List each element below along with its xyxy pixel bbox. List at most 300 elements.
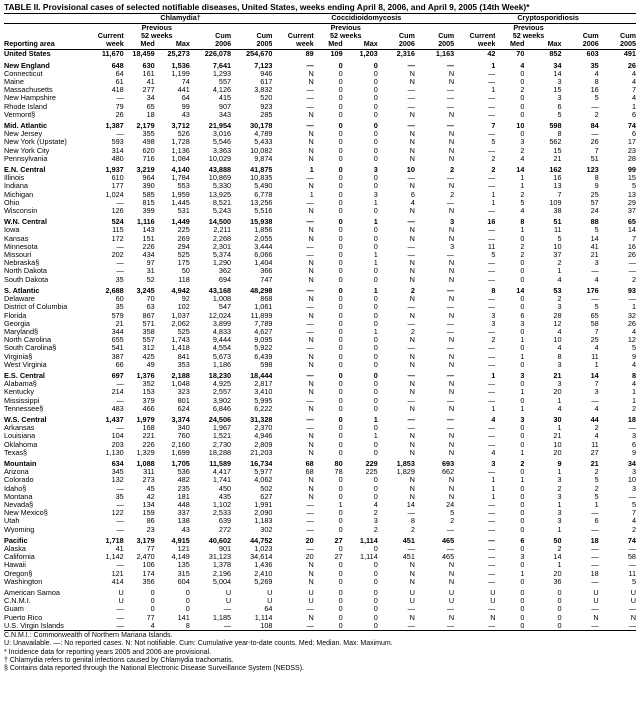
value-cell: 16: [627, 242, 636, 251]
value-cell: 11: [628, 569, 636, 578]
table-row: [4, 267, 636, 275]
value-cell: 20: [305, 535, 314, 545]
value-cell: N: [308, 226, 314, 235]
table-title: TABLE II. Provisional cases of selected notifiable diseases, United States, weeks ending April 8, 2006, and April 9, 2005 (14th Week)*: [4, 2, 530, 12]
value-cell: N: [409, 154, 415, 163]
value-cell: 1,114: [254, 613, 273, 622]
col-cum-label: Cum: [215, 32, 232, 41]
value-cell: 5: [594, 226, 599, 235]
value-cell: 34,614: [250, 553, 273, 562]
value-cell: N: [308, 275, 314, 284]
table-row: [4, 405, 636, 413]
value-cell: N: [448, 234, 455, 243]
value-cell: 23: [627, 146, 636, 155]
value-cell: 1,856: [254, 226, 273, 235]
value-cell: —: [116, 613, 124, 622]
value-cell: 2,211: [213, 226, 232, 235]
value-cell: 30: [553, 414, 562, 424]
value-cell: 491: [623, 49, 636, 59]
value-cell: N: [490, 613, 496, 622]
value-cell: 3,832: [254, 86, 273, 95]
value-cell: —: [488, 561, 496, 570]
value-cell: —: [488, 78, 496, 87]
value-cell: 4,925: [212, 380, 232, 389]
value-cell: 102: [177, 303, 190, 312]
value-cell: N: [409, 448, 415, 457]
value-cell: 1,199: [171, 69, 190, 78]
value-cell: —: [306, 396, 314, 405]
reporting-area-cell: Nevada§: [4, 500, 34, 509]
value-cell: N: [409, 259, 415, 268]
value-cell: 0: [520, 303, 525, 312]
value-cell: U: [118, 588, 124, 597]
value-cell: 7: [594, 146, 599, 155]
value-cell: 14: [590, 370, 599, 380]
table-row: [4, 605, 636, 613]
table-row: [4, 86, 636, 94]
value-cell: N: [448, 380, 455, 389]
value-cell: —: [488, 207, 496, 216]
value-cell: 1: [520, 448, 525, 457]
value-cell: 4,140: [171, 165, 190, 175]
value-cell: 45: [146, 484, 155, 493]
value-cell: 7: [491, 121, 496, 131]
value-cell: 1,084: [171, 154, 190, 163]
value-cell: 323: [177, 388, 190, 397]
value-cell: 2,410: [254, 569, 273, 578]
value-cell: 168: [142, 424, 155, 433]
value-cell: N: [630, 613, 636, 622]
value-cell: 0: [338, 242, 343, 251]
value-cell: 16: [487, 217, 496, 227]
table-row: [4, 534, 636, 545]
value-cell: U: [630, 597, 636, 606]
value-cell: 4,789: [254, 130, 273, 139]
table-row: [4, 493, 636, 501]
value-cell: 0: [338, 121, 343, 131]
value-cell: —: [306, 121, 314, 131]
col-cum-label: Cum: [582, 32, 599, 41]
value-cell: 1: [557, 500, 562, 509]
value-cell: 8: [557, 352, 562, 361]
value-cell: —: [407, 86, 415, 95]
value-cell: N: [308, 130, 314, 139]
value-cell: 2,179: [136, 121, 155, 131]
value-cell: —: [446, 251, 455, 260]
footnote: U: Unavailable. —: No reported cases. N: Not notifiable. Cum: Cumulative year-to-date counts. Med: Median. Max: Maximum.: [4, 640, 393, 648]
col-cum-label: Cum: [438, 32, 455, 41]
table-row: [4, 155, 636, 163]
value-cell: —: [628, 295, 636, 304]
col-reporting-area: Reporting area: [4, 40, 89, 50]
value-cell: 1: [557, 468, 562, 477]
value-cell: 61: [115, 78, 124, 87]
value-cell: 9: [631, 352, 636, 361]
value-cell: N: [308, 352, 314, 361]
value-cell: 3: [520, 319, 525, 328]
value-cell: U: [118, 597, 124, 606]
value-cell: —: [488, 535, 496, 545]
value-cell: 4,149: [171, 553, 190, 562]
value-cell: 1: [373, 198, 378, 207]
value-cell: 123: [586, 165, 599, 175]
value-cell: 6,439: [254, 352, 273, 361]
col-2006: 2006: [378, 40, 415, 50]
table-row: [4, 353, 636, 361]
value-cell: 5: [631, 182, 636, 191]
value-cell: —: [446, 303, 455, 312]
value-cell: 1,102: [212, 500, 232, 509]
value-cell: N: [308, 138, 314, 147]
value-cell: 3,245: [136, 285, 155, 295]
value-cell: N: [448, 259, 455, 268]
value-cell: 1: [557, 424, 562, 433]
value-cell: N: [308, 182, 314, 191]
value-cell: 0: [520, 327, 525, 336]
group-header-chlamydia: Chlamydia†: [89, 14, 273, 24]
value-cell: —: [488, 440, 496, 449]
value-cell: 1: [491, 370, 496, 380]
value-cell: 64: [181, 94, 190, 103]
value-cell: —: [591, 561, 599, 570]
value-cell: 1,445: [171, 198, 190, 207]
value-cell: 418: [111, 86, 124, 95]
col-cum-label: Cum: [398, 32, 415, 41]
value-cell: 181: [177, 492, 190, 501]
reporting-area-cell: New England: [4, 60, 50, 70]
value-cell: 121: [111, 569, 124, 578]
value-cell: 0: [557, 613, 562, 622]
value-cell: 0: [520, 613, 525, 622]
value-cell: N: [409, 561, 415, 570]
value-cell: N: [448, 448, 455, 457]
table-row: [4, 111, 636, 119]
value-cell: N: [409, 484, 415, 493]
value-cell: 448: [177, 500, 190, 509]
value-cell: N: [308, 110, 314, 119]
value-cell: 16,734: [250, 458, 273, 468]
value-cell: 557: [218, 78, 232, 87]
value-cell: 603: [586, 49, 599, 59]
value-cell: 225: [365, 468, 378, 477]
value-cell: 34: [627, 458, 636, 468]
value-cell: 159: [142, 509, 155, 518]
value-cell: 1: [631, 303, 636, 312]
value-cell: 0: [338, 110, 343, 119]
value-cell: 0: [557, 621, 562, 630]
value-cell: —: [116, 380, 124, 389]
value-cell: —: [591, 130, 599, 139]
value-cell: 0: [373, 121, 378, 131]
value-cell: —: [407, 174, 415, 183]
table-row: [4, 424, 636, 432]
value-cell: 5: [557, 110, 562, 119]
value-cell: 867: [142, 311, 155, 320]
value-cell: —: [591, 621, 599, 630]
col-max: Max: [343, 40, 378, 50]
reporting-area-cell: E.S. Central: [4, 370, 45, 380]
value-cell: 0: [373, 207, 378, 216]
value-cell: 58: [590, 319, 599, 328]
table-row: [4, 380, 636, 388]
value-cell: 311: [143, 468, 155, 477]
reporting-area-cell: W.N. Central: [4, 217, 47, 227]
value-cell: 132: [111, 476, 124, 485]
value-cell: —: [306, 517, 314, 526]
reporting-area-cell: Virginia§: [4, 352, 33, 361]
value-cell: 58: [627, 553, 636, 562]
value-cell: N: [409, 295, 415, 304]
value-cell: 2,062: [171, 319, 190, 328]
value-cell: 620: [142, 146, 155, 155]
table-row: [4, 174, 636, 182]
reporting-area-cell: Arkansas: [4, 424, 35, 433]
value-cell: 2,817: [254, 380, 273, 389]
value-cell: 2,090: [254, 509, 273, 518]
value-cell: 0: [338, 370, 343, 380]
value-cell: 4: [373, 500, 378, 509]
value-cell: 2: [450, 517, 455, 526]
value-cell: 302: [260, 525, 273, 534]
value-cell: N: [409, 577, 415, 586]
value-cell: 1: [373, 327, 378, 336]
table-row: [4, 361, 636, 369]
value-cell: 0: [373, 476, 378, 485]
reporting-area-cell: California: [4, 553, 35, 562]
value-cell: 3: [520, 414, 525, 424]
value-cell: N: [409, 69, 415, 78]
value-cell: 7,123: [254, 60, 273, 70]
col-2005: 2005: [415, 40, 454, 50]
value-cell: N: [308, 492, 314, 501]
reporting-area-cell: Tennessee§: [4, 404, 44, 413]
value-cell: 6: [631, 130, 636, 139]
value-cell: 8: [410, 517, 415, 526]
value-cell: U: [490, 597, 496, 606]
value-cell: 3: [520, 138, 525, 147]
value-cell: 63: [146, 303, 155, 312]
value-cell: 135: [177, 561, 190, 570]
value-cell: 2: [410, 525, 415, 534]
value-cell: —: [446, 94, 455, 103]
value-cell: 399: [142, 207, 155, 216]
value-cell: 43: [181, 525, 190, 534]
value-cell: N: [308, 448, 314, 457]
value-cell: 0: [185, 588, 190, 597]
value-cell: 0: [520, 396, 525, 405]
value-cell: N: [409, 336, 415, 345]
reporting-area-cell: South Carolina§: [4, 344, 57, 353]
value-cell: 579: [111, 311, 124, 320]
value-cell: 483: [111, 404, 124, 413]
value-cell: —: [223, 605, 232, 614]
value-cell: 598: [549, 121, 562, 131]
value-cell: N: [308, 404, 314, 413]
value-cell: 2: [520, 146, 525, 155]
reporting-area-cell: North Carolina: [4, 336, 52, 345]
value-cell: —: [306, 102, 314, 111]
reporting-area-cell: New Jersey: [4, 130, 43, 139]
value-cell: N: [448, 440, 455, 449]
value-cell: 161: [142, 69, 155, 78]
value-cell: 68: [305, 458, 314, 468]
value-cell: 0: [185, 597, 190, 606]
value-cell: 0: [520, 295, 525, 304]
value-cell: 2,533: [212, 509, 232, 518]
value-cell: 630: [142, 60, 155, 70]
value-cell: 14: [553, 553, 562, 562]
value-cell: N: [448, 561, 455, 570]
value-cell: 387: [111, 352, 124, 361]
reporting-area-cell: Guam: [4, 605, 24, 614]
value-cell: 2,268: [212, 234, 232, 243]
value-cell: 35: [590, 60, 599, 70]
table-row: [4, 235, 636, 243]
value-cell: 29: [627, 198, 636, 207]
value-cell: 0: [338, 174, 343, 183]
value-cell: 435: [218, 492, 232, 501]
value-cell: 562: [549, 138, 562, 147]
value-cell: 11,589: [209, 458, 232, 468]
value-cell: 13,925: [208, 190, 232, 199]
value-cell: 14: [553, 69, 562, 78]
table-row: [4, 517, 636, 525]
value-cell: 1,130: [105, 448, 124, 457]
value-cell: 3: [557, 360, 562, 369]
value-cell: —: [488, 621, 496, 630]
value-cell: N: [308, 440, 314, 449]
value-cell: 269: [177, 234, 190, 243]
value-cell: 0: [373, 613, 378, 622]
value-cell: —: [488, 500, 496, 509]
value-cell: 49: [146, 360, 155, 369]
value-cell: —: [488, 226, 496, 235]
value-cell: —: [306, 217, 314, 227]
value-cell: 0: [338, 360, 343, 369]
value-cell: N: [409, 432, 415, 441]
value-cell: 77: [146, 613, 155, 622]
reporting-area-cell: Arizona: [4, 468, 29, 477]
value-cell: 4: [631, 69, 636, 78]
table-row: [4, 182, 636, 190]
value-cell: 4,627: [254, 327, 273, 336]
value-cell: 1: [338, 500, 343, 509]
value-cell: 964: [142, 174, 155, 183]
value-cell: 0: [520, 424, 525, 433]
table-row: [4, 586, 636, 597]
value-cell: 40,602: [208, 535, 232, 545]
value-cell: 52: [146, 275, 155, 284]
value-cell: 25: [590, 336, 599, 345]
value-cell: 0: [338, 198, 343, 207]
value-cell: N: [593, 613, 599, 622]
value-cell: 121: [177, 544, 190, 553]
value-cell: 312: [142, 344, 155, 353]
value-cell: 3: [631, 484, 636, 493]
value-cell: 0: [338, 621, 343, 630]
value-cell: 10: [553, 440, 562, 449]
value-cell: —: [116, 561, 124, 570]
value-cell: 277: [142, 86, 155, 95]
value-cell: 2: [557, 484, 562, 493]
value-cell: 2: [520, 251, 525, 260]
value-cell: 1,449: [171, 217, 190, 227]
value-cell: 0: [520, 588, 525, 597]
value-cell: 0: [338, 165, 343, 175]
value-cell: 5: [594, 303, 599, 312]
value-cell: 0: [520, 267, 525, 276]
value-cell: 8: [491, 285, 496, 295]
value-cell: 0: [338, 295, 343, 304]
value-cell: 0: [520, 544, 525, 553]
value-cell: 4: [491, 448, 496, 457]
table-row: [4, 59, 636, 70]
value-cell: 14: [406, 500, 415, 509]
value-cell: 10: [627, 476, 636, 485]
value-cell: 0: [338, 561, 343, 570]
reporting-area-cell: Wyoming: [4, 525, 35, 534]
value-cell: 24,506: [208, 414, 232, 424]
value-cell: —: [407, 102, 415, 111]
value-cell: N: [448, 110, 455, 119]
value-cell: 2: [631, 525, 636, 534]
value-cell: —: [488, 344, 496, 353]
value-cell: —: [628, 259, 636, 268]
value-cell: 0: [338, 78, 343, 87]
reporting-area-cell: North Dakota: [4, 267, 47, 276]
value-cell: 64: [115, 69, 124, 78]
value-cell: 1,183: [254, 517, 273, 526]
value-cell: 3: [450, 242, 455, 251]
reporting-area-cell: South Dakota: [4, 275, 49, 284]
value-cell: 3: [557, 476, 562, 485]
value-cell: 2,470: [136, 553, 155, 562]
value-cell: 5: [520, 198, 525, 207]
value-cell: 0: [150, 588, 155, 597]
table-row: [4, 251, 636, 259]
value-cell: 0: [373, 69, 378, 78]
table-row: [4, 328, 636, 336]
value-cell: 2: [491, 154, 496, 163]
value-cell: 18,459: [132, 49, 155, 59]
value-cell: 3: [631, 468, 636, 477]
reporting-area-cell: Montana: [4, 492, 33, 501]
value-cell: N: [409, 613, 415, 622]
value-cell: 0: [373, 492, 378, 501]
value-cell: 27: [334, 553, 343, 562]
value-cell: N: [448, 569, 455, 578]
value-cell: 134: [142, 500, 155, 509]
value-cell: 0: [373, 311, 378, 320]
value-cell: 0: [373, 605, 378, 614]
value-cell: 907: [218, 102, 232, 111]
value-cell: 35: [115, 275, 124, 284]
table-row: [4, 441, 636, 449]
value-cell: 355: [142, 130, 155, 139]
table-row: [4, 561, 636, 569]
value-cell: N: [448, 336, 455, 345]
value-cell: 0: [338, 597, 343, 606]
value-cell: —: [488, 432, 496, 441]
value-cell: —: [306, 414, 314, 424]
value-cell: 70: [516, 49, 525, 59]
value-cell: 51: [553, 217, 562, 227]
value-cell: —: [116, 424, 124, 433]
value-cell: 1,705: [171, 458, 190, 468]
reporting-area-cell: W.S. Central: [4, 414, 47, 424]
value-cell: 1,436: [254, 561, 273, 570]
value-cell: 716: [142, 154, 155, 163]
